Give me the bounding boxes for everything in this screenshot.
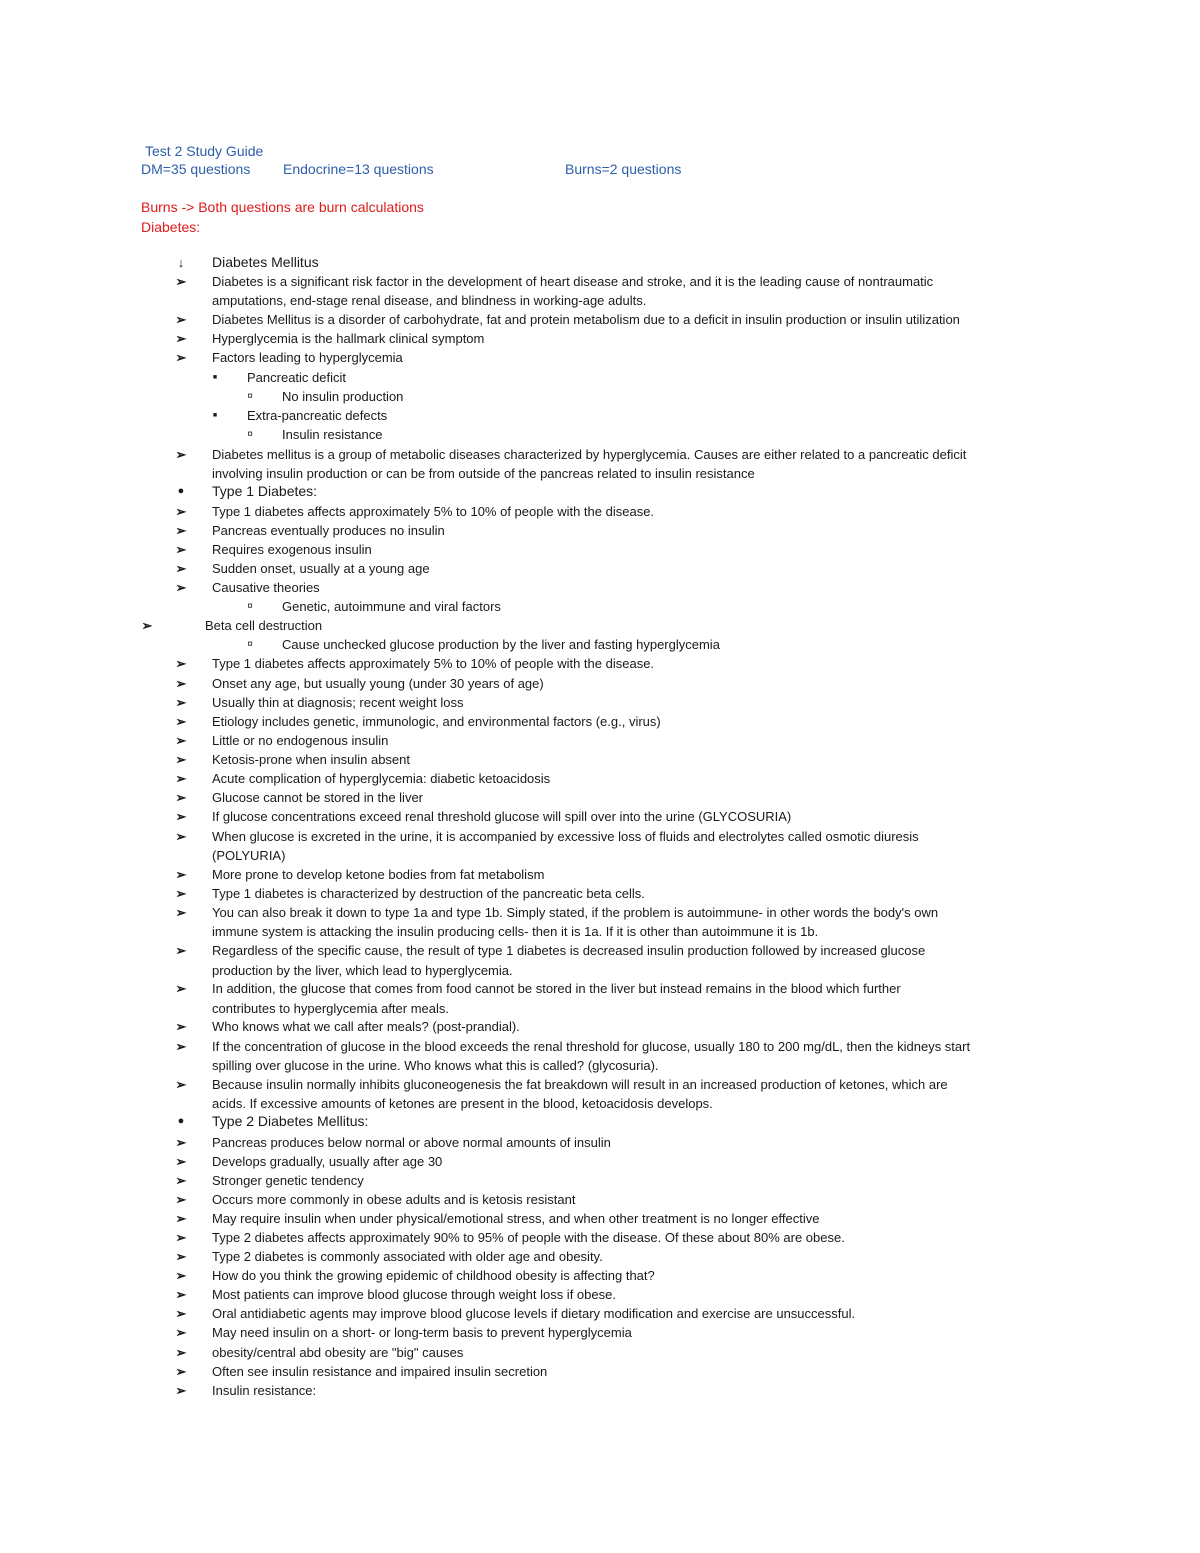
arrow-bullet-icon: ➢ [175,1039,187,1054]
square-bullet-icon: ■ [212,412,218,419]
list-item: Beta cell destruction [205,618,323,633]
arrow-bullet-icon: ➢ [175,943,187,958]
list-item: Type 1 diabetes affects approximately 5% to 10% of people with the disease. [212,504,655,519]
arrow-bullet-icon: ➢ [175,771,187,786]
list-item: Occurs more commonly in obese adults and is ketosis resistant [212,1192,576,1207]
arrow-bullet-icon: ➢ [175,1364,187,1379]
arrow-bullet-icon: ➢ [175,752,187,767]
list-item: Type 1 diabetes is characterized by destruction of the pancreatic beta cells. [212,886,645,901]
list-item: Insulin resistance: [212,1383,317,1398]
list-item: Usually thin at diagnosis; recent weight loss [212,695,464,710]
list-item: amputations, end-stage renal disease, and blindness in working-age adults. [212,293,647,308]
list-item: Factors leading to hyperglycemia [212,350,403,365]
arrow-bullet-icon: ➢ [175,1383,187,1398]
list-item: acids. If excessive amounts of ketones are present in the blood, ketoacidosis develops. [212,1096,713,1111]
arrow-bullet-icon: ➢ [175,809,187,824]
arrow-bullet-icon: ➢ [175,886,187,901]
list-item: immune system is attacking the insulin producing cells- then it is 1a. If it is other than autoimmune it is 1b. [212,924,819,939]
list-item: Pancreas eventually produces no insulin [212,523,445,538]
list-item: You can also break it down to type 1a and type 1b. Simply stated, if the problem is autoimmune- in other words the body's own [212,905,939,920]
arrow-bullet-icon: ➢ [175,1135,187,1150]
list-item: Causative theories [212,580,320,595]
list-item: No insulin production [282,389,404,404]
list-item: Ketosis-prone when insulin absent [212,752,411,767]
arrow-bullet-icon: ➢ [175,561,187,576]
list-item: contributes to hyperglycemia after meals. [212,1001,449,1016]
arrow-bullet-icon: ➢ [175,447,187,462]
arrow-bullet-icon: ➢ [175,905,187,920]
list-item: Pancreatic deficit [247,370,346,385]
arrow-bullet-icon: ➢ [175,733,187,748]
list-item: Type 2 Diabetes Mellitus: [212,1113,369,1129]
doc-title: Test 2 Study Guide [145,143,264,159]
arrow-bullet-icon: ➢ [175,1211,187,1226]
sub-bullet-icon: ¤ [247,601,253,612]
arrow-bullet-icon: ➢ [175,656,187,671]
list-item: Diabetes Mellitus [212,254,319,270]
down-arrow-bullet-icon: ↓ [177,255,185,270]
arrow-bullet-icon: ➢ [175,1019,187,1034]
list-item: Pancreas produces below normal or above normal amounts of insulin [212,1135,611,1150]
arrow-bullet-icon: ➢ [175,274,187,289]
list-item: Diabetes mellitus is a group of metabolic diseases characterized by hyperglycemia. Causes are either related to a pancreatic deficit [212,447,967,462]
arrow-bullet-icon: ➢ [175,1345,187,1360]
list-item: Type 1 Diabetes: [212,483,318,499]
list-item: Develops gradually, usually after age 30 [212,1154,443,1169]
sub-bullet-icon: ¤ [247,391,253,402]
arrow-bullet-icon: ➢ [175,1077,187,1092]
arrow-bullet-icon: ➢ [175,1306,187,1321]
list-item: obesity/central abd obesity are "big" causes [212,1345,464,1360]
arrow-bullet-icon: ➢ [175,1287,187,1302]
arrow-bullet-icon: ➢ [141,618,153,633]
list-item: Insulin resistance [282,427,383,442]
list-item: Type 1 diabetes affects approximately 5% to 10% of people with the disease. [212,656,655,671]
list-item: May need insulin on a short- or long-term basis to prevent hyperglycemia [212,1325,632,1340]
list-item: Requires exogenous insulin [212,542,372,557]
arrow-bullet-icon: ➢ [175,714,187,729]
arrow-bullet-icon: ➢ [175,1249,187,1264]
list-item: (POLYURIA) [212,848,286,863]
list-item: Diabetes Mellitus is a disorder of carbohydrate, fat and protein metabolism due to a deficit in insulin production or insulin utilization [212,312,960,327]
list-item: When glucose is excreted in the urine, it is accompanied by excessive loss of fluids and electrolytes called osmotic diuresis [212,829,919,844]
list-item: Who knows what we call after meals? (post-prandial). [212,1019,520,1034]
arrow-bullet-icon: ➢ [175,1230,187,1245]
arrow-bullet-icon: ➢ [175,1192,187,1207]
arrow-bullet-icon: ➢ [175,580,187,595]
arrow-bullet-icon: ➢ [175,790,187,805]
sub-bullet-icon: ¤ [247,429,253,440]
arrow-bullet-icon: ➢ [175,542,187,557]
arrow-bullet-icon: ➢ [175,350,187,365]
list-item: Sudden onset, usually at a young age [212,561,430,576]
arrow-bullet-icon: ➢ [175,523,187,538]
arrow-bullet-icon: ➢ [175,1268,187,1283]
arrow-bullet-icon: ➢ [175,1173,187,1188]
arrow-bullet-icon: ➢ [175,676,187,691]
list-item: Acute complication of hyperglycemia: diabetic ketoacidosis [212,771,551,786]
arrow-bullet-icon: ➢ [175,331,187,346]
list-item: Etiology includes genetic, immunologic, and environmental factors (e.g., virus) [212,714,661,729]
list-item: Extra-pancreatic defects [247,408,388,423]
list-item: In addition, the glucose that comes from food cannot be stored in the liver but instead remains in the blood which further [212,981,901,996]
dm-count: DM=35 questions [141,161,251,177]
arrow-bullet-icon: ➢ [175,829,187,844]
square-bullet-icon: ■ [212,374,218,381]
arrow-bullet-icon: ➢ [175,312,187,327]
list-item: Onset any age, but usually young (under 30 years of age) [212,676,544,691]
list-item: Stronger genetic tendency [212,1173,364,1188]
list-item: Cause unchecked glucose production by the liver and fasting hyperglycemia [282,637,720,652]
arrow-bullet-icon: ➢ [175,1325,187,1340]
arrow-bullet-icon: ➢ [175,981,187,996]
list-item: Hyperglycemia is the hallmark clinical symptom [212,331,485,346]
list-item: Little or no endogenous insulin [212,733,389,748]
list-item: spilling over glucose in the urine. Who knows what this is called? (glycosuria). [212,1058,659,1073]
list-item: Often see insulin resistance and impaired insulin secretion [212,1364,548,1379]
list-item: Because insulin normally inhibits gluconeogenesis the fat breakdown will result in an increased production of ketones, which are [212,1077,948,1092]
list-item: Glucose cannot be stored in the liver [212,790,424,805]
arrow-bullet-icon: ➢ [175,695,187,710]
list-item: How do you think the growing epidemic of childhood obesity is affecting that? [212,1268,655,1283]
list-item: Oral antidiabetic agents may improve blood glucose levels if dietary modification and exercise are unsuccessful. [212,1306,856,1321]
list-item: Type 2 diabetes is commonly associated with older age and obesity. [212,1249,603,1264]
sub-bullet-icon: ¤ [247,639,253,650]
endocrine-count: Endocrine=13 questions [283,161,434,177]
list-item: Genetic, autoimmune and viral factors [282,599,501,614]
burns-note: Burns -> Both questions are burn calculations [141,199,424,215]
arrow-bullet-icon: ➢ [175,1154,187,1169]
list-item: More prone to develop ketone bodies from fat metabolism [212,867,545,882]
arrow-bullet-icon: ➢ [175,504,187,519]
list-item: production by the liver, which lead to hyperglycemia. [212,963,513,978]
round-bullet-icon: ● [177,485,185,497]
list-item: May require insulin when under physical/emotional stress, and when other treatment is no longer effective [212,1211,820,1226]
list-item: Most patients can improve blood glucose through weight loss if obese. [212,1287,616,1302]
arrow-bullet-icon: ➢ [175,867,187,882]
list-item: If glucose concentrations exceed renal threshold glucose will spill over into the urine (GLYCOSURIA) [212,809,792,824]
list-item: involving insulin production or can be from outside of the pancreas related to insulin resistance [212,466,755,481]
round-bullet-icon: ● [177,1115,185,1127]
list-item: If the concentration of glucose in the blood exceeds the renal threshold for glucose, usually 180 to 200 mg/dL, then the kidneys start [212,1039,971,1054]
list-item: Regardless of the specific cause, the result of type 1 diabetes is decreased insulin production followed by increased glucose [212,943,926,958]
burns-count: Burns=2 questions [565,161,682,177]
diabetes-heading: Diabetes: [141,219,201,235]
list-item: Type 2 diabetes affects approximately 90% to 95% of people with the disease. Of these about 80% are obese. [212,1230,845,1245]
list-item: Diabetes is a significant risk factor in the development of heart disease and stroke, and it is the leading cause of nontraumatic [212,274,934,289]
